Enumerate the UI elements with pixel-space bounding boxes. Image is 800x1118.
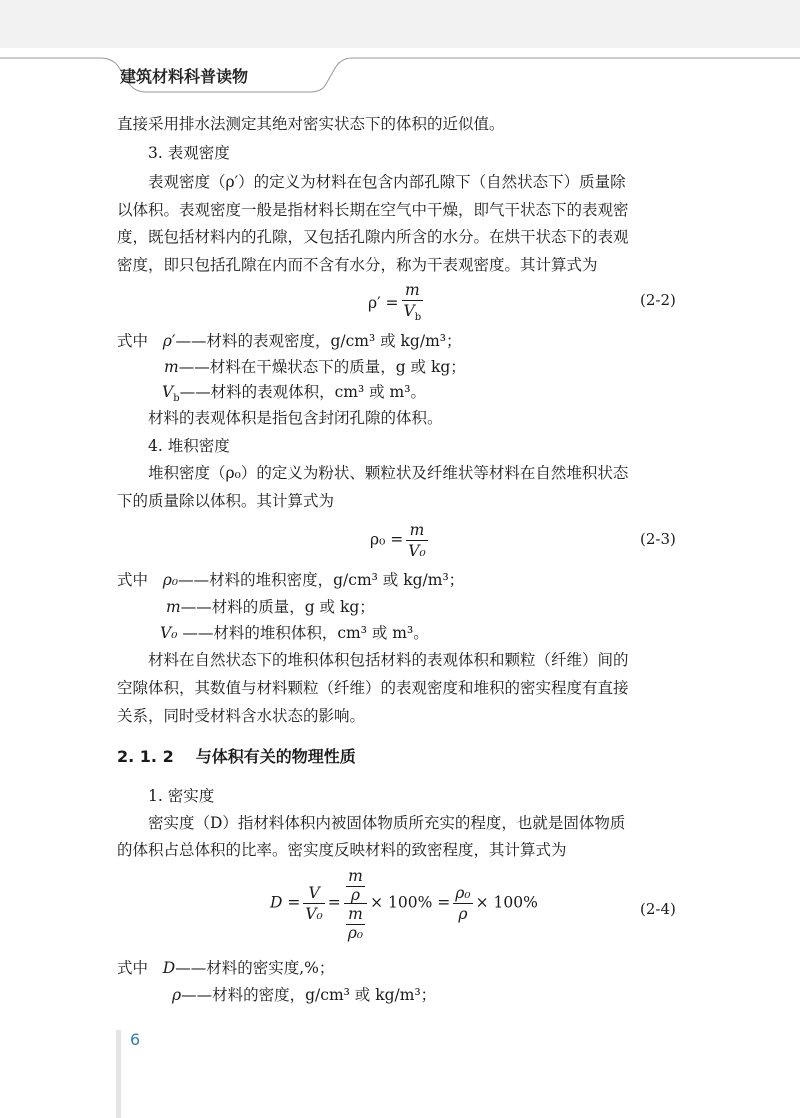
formula-2-4: D = $\frac{V}{\text{V₀}}$ = $\frac{\frac{m}{\rho}}{\frac{m}{\text{ρ₀}}}$ × 100% = $\frac{\text{ρ₀}}{\rho}$ × 100% [270,867,538,942]
section-heading: 2. 1. 2 与体积有关的物理性质 [117,747,356,766]
formula-lhs: ρ₀ = [370,530,404,549]
where-line: m——材料在干燥状态下的质量，g 或 kg； [164,358,466,376]
paragraph-line: 堆积密度（ρ₀）的定义为粉状、颗粒状及纤维状等材料在自然堆积状态 [148,464,629,482]
where-line: 式中 D——材料的密实度,%； [117,959,335,977]
subheading-bulk-density: 4. 堆积密度 [148,437,230,455]
formula-lhs: ρ′ = [368,294,399,313]
paragraph-line: 下的质量除以体积。其计算式为 [117,492,335,510]
page-number: 6 [130,1030,141,1049]
compound-fraction: $\frac{\frac{m}{\rho}}{\frac{m}{\text{ρ₀}}}$ [344,866,367,941]
paragraph-line: 表观密度（ρ′）的定义为材料在包含内部孔隙下（自然状态下）质量除 [148,173,626,191]
where-line: ρ——材料的密度，g/cm³ 或 kg/m³； [172,986,437,1004]
fraction: $\frac{m}{\text{V₀}}$ [408,521,426,560]
paragraph-line: 材料在自然状态下的堆积体积包括材料的表观体积和颗粒（纤维）间的 [148,651,629,669]
paragraph-line: 以体积。表观密度一般是指材料长期在空气中干燥，即气干状态下的表观密 [117,201,629,219]
fraction: $\frac{\text{ρ₀}}{\rho}$ [455,884,471,923]
paragraph-line: 的体积占总体积的比率。密实度反映材料的致密程度，其计算式为 [117,841,567,859]
paragraph-line: 直接采用排水法测定其绝对密实状态下的体积的近似值。 [117,115,505,133]
subheading-compactness: 1. 密实度 [148,787,215,805]
where-line: V₀ ——材料的堆积体积，cm³ 或 m³。 [160,624,429,642]
paragraph-line: 密实度（D）指材料体积内被固体物质所充实的程度，也就是固体物质 [148,814,626,832]
fraction: $\frac{V}{\text{V₀}}$ [305,884,323,923]
paragraph-line: 空隙体积，其数值与材料颗粒（纤维）的表观密度和堆积的密实程度有直接 [117,679,629,697]
where-line: $V_b——$材料的表观体积，cm³ 或 m³。 [162,383,426,405]
equation-number: (2-3) [640,530,676,548]
book-title: 建筑材料科普读物 [120,67,249,86]
where-line: 式中 ρ₀——材料的堆积密度，g/cm³ 或 kg/m³； [117,571,465,589]
equation-number: (2-4) [640,900,676,918]
page-header [0,0,800,98]
paragraph-line: 关系，同时受材料含水状态的影响。 [117,707,366,725]
paragraph-line: 材料的表观体积是指包含封闭孔隙的体积。 [148,409,443,427]
formula-2-3 [370,520,431,561]
paragraph-line: 度，既包括材料内的孔隙，又包括孔隙内所含的水分。在烘干状态下的表观 [117,228,629,246]
equation-number: (2-2) [640,291,676,309]
where-line: 式中 ρ′——材料的表观密度，g/cm³ 或 kg/m³； [117,332,462,350]
fraction: $\frac{m}{V_b}$ [403,281,422,324]
subheading-apparent-density: 3. 表观密度 [148,144,230,162]
footer-bar [116,1030,121,1118]
paragraph-line: 密度，即只包括孔隙在内而不含有水分，称为干表观密度。其计算式为 [117,256,598,274]
where-line: m——材料的质量，g 或 kg； [166,598,375,616]
formula-2-2 [368,280,426,328]
